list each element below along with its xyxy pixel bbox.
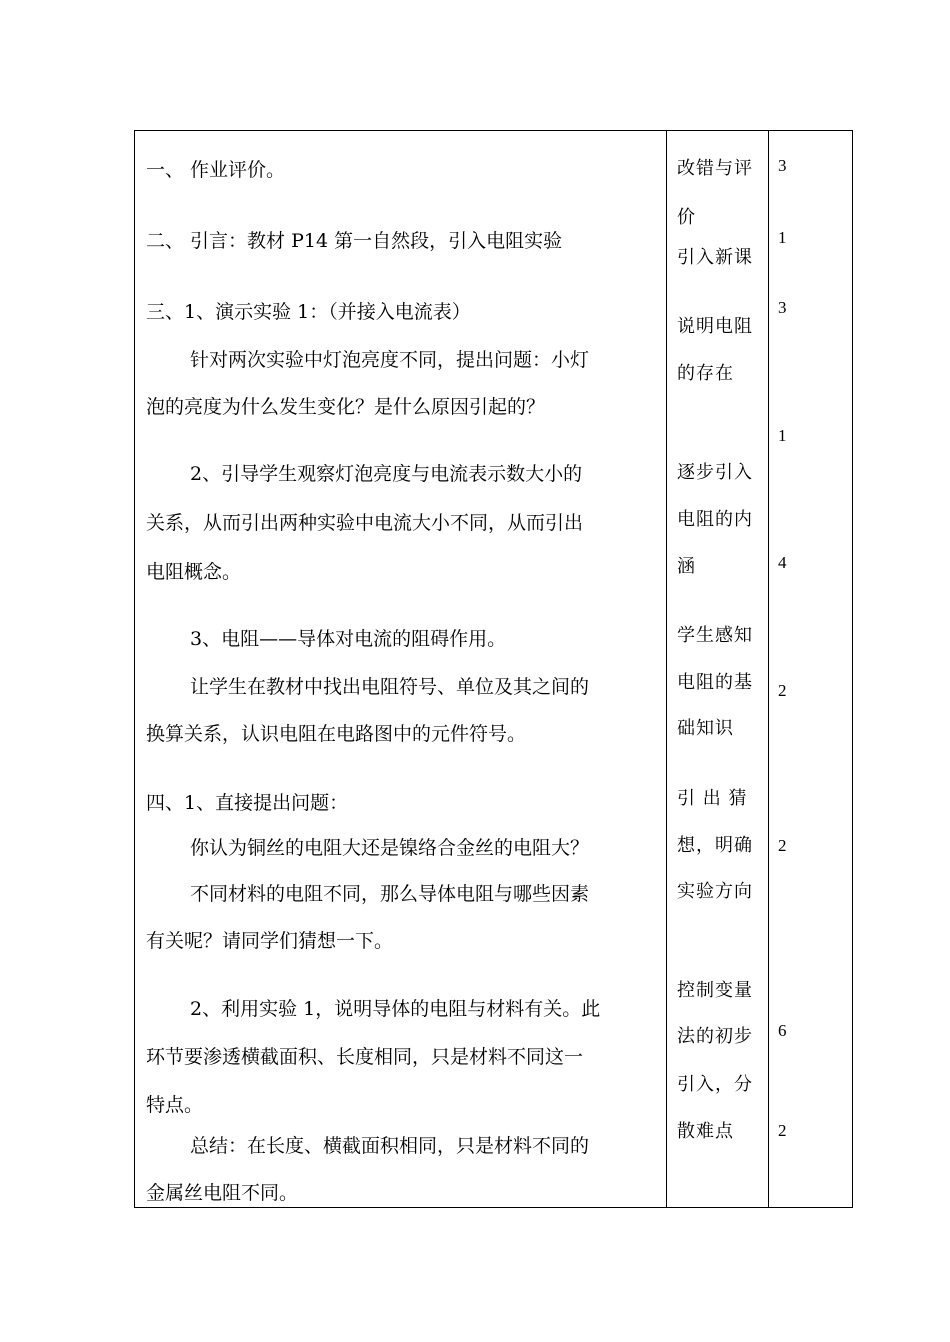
method-line: 价: [677, 207, 696, 228]
method-line: 说明电阻: [677, 316, 753, 337]
content-line: 有关呢？请同学们猜想一下。: [146, 930, 394, 952]
method-line: 学生感知: [677, 625, 753, 646]
content-line: 3、电阻——导体对电流的阻碍作用。: [190, 628, 507, 650]
content-line: 电阻概念。: [146, 561, 242, 583]
content-line: 环节要渗透横截面积、长度相同，只是材料不同这一: [146, 1046, 584, 1068]
content-line: 特点。: [146, 1094, 204, 1116]
content-line: 四、1、直接提出问题：: [146, 792, 349, 814]
content-line: 不同材料的电阻不同，那么导体电阻与哪些因素: [190, 883, 590, 905]
method-line: 电阻的内: [677, 509, 753, 530]
content-line: 一、 作业评价。: [146, 159, 286, 181]
content-line: 换算关系，认识电阻在电路图中的元件符号。: [146, 723, 527, 745]
method-line: 的存在: [677, 363, 734, 384]
column-divider: [768, 131, 769, 1207]
method-line: 实验方向: [677, 881, 753, 902]
time-value: 3: [778, 298, 787, 317]
method-line: 改错与评: [677, 158, 753, 179]
content-line: 三、1、演示实验 1：（并接入电流表）: [146, 301, 471, 323]
time-value: 1: [778, 426, 787, 445]
method-line: 电阻的基: [677, 672, 753, 693]
method-line: 引入，分: [677, 1074, 753, 1095]
content-line: 泡的亮度为什么发生变化？是什么原因引起的？: [146, 396, 546, 418]
time-value: 2: [778, 681, 787, 700]
time-value: 4: [778, 553, 787, 572]
content-line: 关系，从而引出两种实验中电流大小不同，从而引出: [146, 512, 584, 534]
method-line: 控制变量: [677, 980, 753, 1001]
time-value: 1: [778, 228, 787, 247]
time-value: 3: [778, 156, 787, 175]
content-line: 金属丝电阻不同。: [146, 1182, 299, 1204]
time-value: 2: [778, 836, 787, 855]
content-line: 总结：在长度、横截面积相同，只是材料不同的: [190, 1135, 590, 1157]
content-line: 你认为铜丝的电阻大还是镍络合金丝的电阻大？: [190, 837, 590, 859]
method-line: 逐步引入: [677, 462, 753, 483]
method-line: 础知识: [677, 718, 734, 739]
content-line: 二、 引言：教材 P14 第一自然段，引入电阻实验: [146, 230, 563, 252]
method-line: 法的初步: [677, 1026, 753, 1047]
column-divider: [666, 131, 667, 1207]
content-line: 2、引导学生观察灯泡亮度与电流表示数大小的: [190, 463, 583, 485]
content-line: 针对两次实验中灯泡亮度不同，提出问题：小灯: [190, 349, 590, 371]
method-line: 想，明确: [677, 835, 753, 856]
method-line: 散难点: [677, 1121, 734, 1142]
content-line: 2、利用实验 1，说明导体的电阻与材料有关。此: [190, 998, 601, 1020]
method-line: 引 出 猜: [677, 788, 748, 809]
time-value: 6: [778, 1021, 787, 1040]
method-line: 涵: [677, 556, 696, 577]
content-line: 让学生在教材中找出电阻符号、单位及其之间的: [190, 676, 590, 698]
time-value: 2: [778, 1121, 787, 1140]
method-line: 引入新课: [677, 247, 753, 268]
